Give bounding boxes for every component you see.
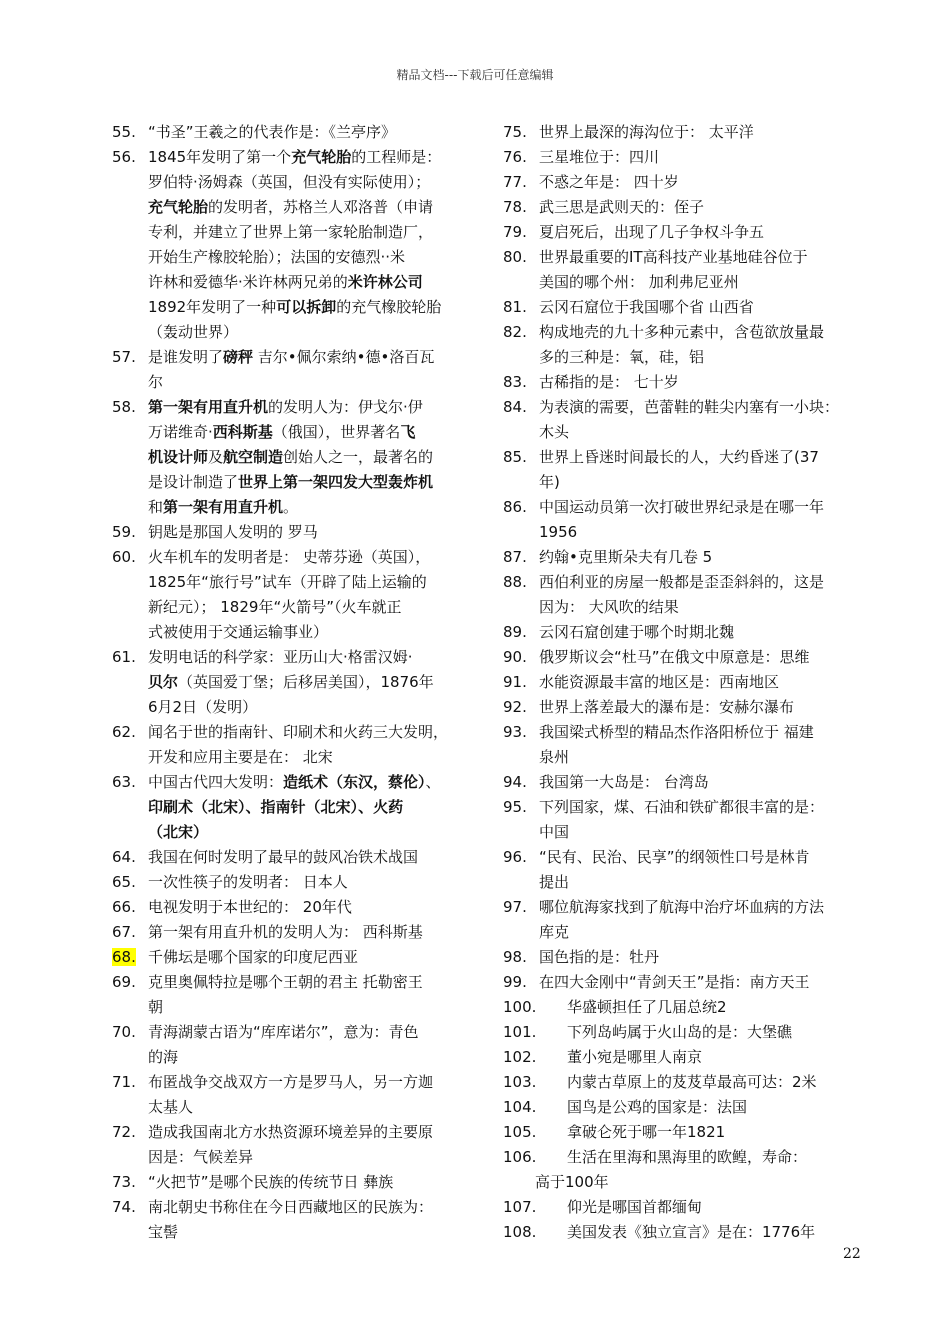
item-line: 俄罗斯议会“杜马”在俄文中原意是：思维: [539, 648, 810, 666]
item-text: [567, 1095, 873, 1120]
item-number: 105.: [503, 1123, 537, 1141]
list-item: [503, 295, 873, 320]
page-number: 22: [843, 1246, 861, 1262]
item-number: 83.: [503, 373, 527, 391]
item-text: [148, 395, 482, 520]
list-item: [503, 220, 873, 245]
item-text: [539, 245, 873, 295]
item-text: [148, 645, 482, 720]
item-line: 武三思是武则天的：侄子: [539, 198, 705, 216]
item-line: 青海湖蒙古语为“库库诺尔”，意为：青色: [148, 1023, 419, 1041]
item-line: 仰光是哪国首都缅甸: [567, 1198, 703, 1216]
item-line: 万诺维奇·西科斯基（俄国），世界著名飞: [148, 423, 416, 441]
item-number: 55.: [112, 123, 136, 141]
item-number: 84.: [503, 398, 527, 416]
list-item: [112, 920, 482, 945]
item-number: 104.: [503, 1098, 537, 1116]
item-number: 95.: [503, 798, 527, 816]
item-text: [539, 295, 873, 320]
item-text: [539, 770, 873, 795]
list-item: [503, 995, 873, 1020]
list-item: [503, 695, 873, 720]
item-number: 60.: [112, 548, 136, 566]
item-number: 79.: [503, 223, 527, 241]
item-line: 三星堆位于：四川: [539, 148, 660, 166]
item-line: 的海: [148, 1048, 179, 1066]
item-text: [539, 120, 873, 145]
item-number: 86.: [503, 498, 527, 516]
item-text: [148, 545, 482, 645]
list-item: [503, 970, 873, 995]
item-number: 98.: [503, 948, 527, 966]
item-line: 贝尔（英国爱丁堡；后移居美国），1876年: [148, 673, 434, 691]
item-line: 我国梁式桥型的精品杰作洛阳桥位于 福建: [539, 723, 814, 741]
item-line: 印刷术（北宋）、指南针（北宋）、火药: [148, 798, 404, 816]
item-number: 102.: [503, 1048, 537, 1066]
item-number: 96.: [503, 848, 527, 866]
list-item: [503, 545, 873, 570]
item-number: 64.: [112, 848, 136, 866]
list-item: [112, 120, 482, 145]
item-number: 97.: [503, 898, 527, 916]
item-line: 1956: [539, 523, 578, 541]
item-text: [539, 695, 873, 720]
item-text: [539, 545, 873, 570]
list-item: [503, 145, 873, 170]
item-text: [148, 870, 482, 895]
list-item: [503, 1220, 873, 1245]
item-number: 92.: [503, 698, 527, 716]
item-text: [539, 795, 873, 845]
item-number: 99.: [503, 973, 527, 991]
item-line: 泉州: [539, 748, 570, 766]
item-text: [567, 1020, 873, 1045]
item-line: 国鸟是公鸡的国家是：法国: [567, 1098, 748, 1116]
item-text: [567, 1195, 873, 1220]
list-item: [503, 1070, 873, 1095]
item-line: 中国: [539, 823, 570, 841]
item-line: 许林和爱德华·米许林两兄弟的米许林公司: [148, 273, 423, 291]
item-line: 火车机车的发明者是： 史蒂芬逊（英国），: [148, 548, 431, 566]
item-number: 59.: [112, 523, 136, 541]
list-item: [503, 570, 873, 620]
item-number: 89.: [503, 623, 527, 641]
list-item: [503, 245, 873, 295]
item-number: 72.: [112, 1123, 136, 1141]
item-text: [148, 1170, 482, 1195]
list-item: [503, 1095, 873, 1120]
list-item: [503, 795, 873, 845]
item-line: 为表演的需要，芭蕾鞋的鞋尖内塞有一小块：: [539, 398, 840, 416]
item-number: 100.: [503, 998, 537, 1016]
list-item: [112, 395, 482, 520]
item-line: 宝髻: [148, 1223, 179, 1241]
item-line: 美国的哪个州： 加利弗尼亚州: [539, 273, 739, 291]
item-line: 太基人: [148, 1098, 194, 1116]
item-line: 生活在里海和黑海里的欧鳇，寿命：: [567, 1148, 808, 1166]
list-item: [503, 770, 873, 795]
item-line: 多的三种是：氧，硅，铝: [539, 348, 705, 366]
item-line: 提出: [539, 873, 570, 891]
list-item: [112, 845, 482, 870]
item-number: 63.: [112, 773, 136, 791]
item-text: [539, 895, 873, 945]
item-line: （北宋）: [148, 823, 209, 841]
item-text: [148, 970, 482, 1020]
item-line: 开发和应用主要是在： 北宋: [148, 748, 333, 766]
item-text: [567, 1045, 873, 1070]
item-text: [567, 1120, 873, 1145]
item-number: 90.: [503, 648, 527, 666]
list-item: [503, 670, 873, 695]
item-line: 国色指的是：牡丹: [539, 948, 660, 966]
item-line: 美国发表《独立宣言》是在：1776年: [567, 1223, 816, 1241]
item-line: 世界上最深的海沟位于： 太平洋: [539, 123, 754, 141]
list-item: [503, 445, 873, 495]
item-number: 75.: [503, 123, 527, 141]
item-text: [539, 720, 873, 770]
item-text: [539, 195, 873, 220]
item-number: 57.: [112, 348, 136, 366]
item-number: 62.: [112, 723, 136, 741]
item-text: [539, 395, 873, 445]
list-item: [112, 345, 482, 395]
list-item: [112, 1195, 482, 1245]
item-text: [539, 145, 873, 170]
item-text: [539, 970, 873, 995]
list-item: [112, 520, 482, 545]
item-line: 库克: [539, 923, 570, 941]
item-line: 新纪元）； 1829年“火箭号”（火车就正: [148, 598, 402, 616]
item-number: 88.: [503, 573, 527, 591]
item-number: 106.: [503, 1148, 537, 1166]
item-line: 西伯利亚的房屋一般都是歪歪斜斜的，这是: [539, 573, 825, 591]
item-number: 107.: [503, 1198, 537, 1216]
item-line: 水能资源最丰富的地区是：西南地区: [539, 673, 780, 691]
item-line: 古稀指的是： 七十岁: [539, 373, 679, 391]
item-text: [148, 1020, 482, 1070]
list-item: [503, 895, 873, 945]
item-line: 下列国家，煤、石油和铁矿都很丰富的是：: [539, 798, 825, 816]
item-number: [112, 945, 148, 970]
item-line: 不惑之年是： 四十岁: [539, 173, 679, 191]
item-line: 电视发明于本世纪的： 20年代: [148, 898, 352, 916]
item-number: 87.: [503, 548, 527, 566]
item-line: 钥匙是那国人发明的 罗马: [148, 523, 318, 541]
item-line: 中国古代四大发明：造纸术（东汉，蔡伦）、: [148, 773, 441, 791]
item-line: 在四大金刚中“青剑天王”是指：南方天王: [539, 973, 810, 991]
list-item: [503, 495, 873, 545]
list-item: [112, 1170, 482, 1195]
item-line: 发明电话的科学家：亚历山大·格雷汉姆·: [148, 648, 413, 666]
list-item: [112, 720, 482, 770]
item-line: 机设计师及航空制造创始人之一，最著名的: [148, 448, 434, 466]
list-item: [112, 770, 482, 845]
list-item: [503, 370, 873, 395]
item-number: 70.: [112, 1023, 136, 1041]
item-line: 1892年发明了一种可以拆卸的充气橡胶轮胎: [148, 298, 442, 316]
list-item: [503, 1195, 873, 1220]
item-text: [148, 720, 482, 770]
list-item: [112, 545, 482, 645]
item-line: 我国第一大岛是： 台湾岛: [539, 773, 709, 791]
item-number: 66.: [112, 898, 136, 916]
item-number: 85.: [503, 448, 527, 466]
item-line: 布匿战争交战双方一方是罗马人，另一方迦: [148, 1073, 434, 1091]
item-number: 71.: [112, 1073, 136, 1091]
list-item: [112, 895, 482, 920]
item-line: 哪位航海家找到了航海中治疗坏血病的方法: [539, 898, 825, 916]
item-line: “火把节”是哪个民族的传统节日 彝族: [148, 1173, 394, 1191]
list-item: [503, 170, 873, 195]
item-number: 82.: [503, 323, 527, 341]
list-item: [503, 195, 873, 220]
item-number: 73.: [112, 1173, 136, 1191]
item-text: [539, 670, 873, 695]
list-item: [503, 120, 873, 145]
item-text: [148, 945, 482, 970]
item-line: 董小宛是哪里人南京: [567, 1048, 703, 1066]
list-item: [112, 1120, 482, 1170]
item-line: “书圣”王羲之的代表作是：《兰亭序》: [148, 123, 397, 141]
item-line: 造成我国南北方水热资源环境差异的主要原: [148, 1123, 434, 1141]
item-number: 101.: [503, 1023, 537, 1041]
item-text: [539, 445, 873, 495]
item-line: 罗伯特·汤姆森（英国，但没有实际使用）；: [148, 173, 431, 191]
list-item: [112, 1070, 482, 1120]
item-number: 78.: [503, 198, 527, 216]
item-line: 千佛坛是哪个国家的印度尼西亚: [148, 948, 359, 966]
list-item: [503, 1045, 873, 1070]
item-text: [148, 520, 482, 545]
item-line: 一次性筷子的发明者： 日本人: [148, 873, 348, 891]
item-number: 103.: [503, 1073, 537, 1091]
item-line: 下列岛屿属于火山岛的是：大堡礁: [567, 1023, 793, 1041]
list-item: [112, 145, 482, 345]
item-line: 世界上昏迷时间最长的人，大约昏迷了(37: [539, 448, 819, 466]
item-line: 构成地壳的九十多种元素中，含苞欲放量最: [539, 323, 825, 341]
item-line: 高于100年: [535, 1173, 609, 1191]
item-text: [148, 1070, 482, 1120]
item-line: 木头: [539, 423, 570, 441]
item-line: 闻名于世的指南针、印刷术和火药三大发明，: [148, 723, 449, 741]
list-item: [112, 870, 482, 895]
item-line: 式被使用于交通运输事业）: [148, 623, 329, 641]
item-line: 内蒙古草原上的芨芨草最高可达：2米: [567, 1073, 817, 1091]
list-item: [503, 395, 873, 445]
item-text: [539, 845, 873, 895]
list-item: [112, 1020, 482, 1070]
item-number: 61.: [112, 648, 136, 666]
item-number: 56.: [112, 148, 136, 166]
item-number: 65.: [112, 873, 136, 891]
item-line: 华盛顿担任了几届总统2: [567, 998, 727, 1016]
list-item: [503, 620, 873, 645]
item-line: 尔: [148, 373, 164, 391]
item-line: 中国运动员第一次打破世界纪录是在哪一年: [539, 498, 825, 516]
item-line: 云冈石窟创建于哪个时期北魏: [539, 623, 735, 641]
right-column: [503, 120, 873, 1245]
list-item: [503, 1020, 873, 1045]
item-number: 76.: [503, 148, 527, 166]
item-line: 南北朝史书称住在今日西藏地区的民族为：: [148, 1198, 434, 1216]
item-line: 朝: [148, 998, 164, 1016]
item-text: [567, 1070, 873, 1095]
list-item: [112, 945, 482, 970]
item-line: 因是：气候差异: [148, 1148, 254, 1166]
item-text: [539, 170, 873, 195]
item-line: 世界最重要的IT高科技产业基地硅谷位于: [539, 248, 808, 266]
item-text: [539, 370, 873, 395]
item-text: [148, 345, 482, 395]
item-number: 67.: [112, 923, 136, 941]
item-line: 因为： 大风吹的结果: [539, 598, 679, 616]
item-line: 年): [539, 473, 560, 491]
item-line: 是谁发明了磅秤 吉尔•佩尔索纳•德•洛百瓦: [148, 348, 435, 366]
item-text: [539, 945, 873, 970]
item-line: 充气轮胎的发明者，苏格兰人邓洛普（申请: [148, 198, 434, 216]
item-text: [539, 645, 873, 670]
item-line: 专利，并建立了世界上第一家轮胎制造厂，: [148, 223, 434, 241]
item-line: “民有、民治、民享”的纲领性口号是林肯: [539, 848, 810, 866]
item-text: [539, 220, 873, 245]
item-text: [539, 495, 873, 545]
item-text: [148, 145, 482, 345]
item-text: [567, 995, 873, 1020]
item-text: [148, 845, 482, 870]
item-line: 1825年“旅行号”试车（开辟了陆上运输的: [148, 573, 427, 591]
item-number: 69.: [112, 973, 136, 991]
item-line: 云冈石窟位于我国哪个省 山西省: [539, 298, 754, 316]
item-line: 我国在何时发明了最早的鼓风冶铁术战国: [148, 848, 419, 866]
item-line: 第一架有用直升机的发明人为：伊戈尔·伊: [148, 398, 423, 416]
item-text: [148, 120, 482, 145]
item-number: 58.: [112, 398, 136, 416]
item-line: 1845年发明了第一个充气轮胎的工程师是：: [148, 148, 442, 166]
item-text: [539, 620, 873, 645]
item-line: （轰动世界）: [148, 323, 239, 341]
item-number: 94.: [503, 773, 527, 791]
item-text: [148, 895, 482, 920]
item-line: 约翰•克里斯朵夫有几卷 5: [539, 548, 713, 566]
item-line: 第一架有用直升机的发明人为： 西科斯基: [148, 923, 423, 941]
item-number: 77.: [503, 173, 527, 191]
item-line: 6月2日（发明）: [148, 698, 258, 716]
list-item: [503, 1120, 873, 1145]
highlight-mark: 68.: [112, 948, 136, 966]
list-item: [503, 320, 873, 370]
list-item: [503, 845, 873, 895]
item-line: 开始生产橡胶轮胎）；法国的安德烈··米: [148, 248, 406, 266]
item-text: [148, 1120, 482, 1170]
left-column: [112, 120, 482, 1245]
item-text: [535, 1145, 873, 1195]
item-text: [148, 770, 482, 845]
item-number: 93.: [503, 723, 527, 741]
item-text: [148, 1195, 482, 1245]
list-item: [503, 645, 873, 670]
item-number: 91.: [503, 673, 527, 691]
list-item: [112, 970, 482, 1020]
item-text: [539, 320, 873, 370]
item-line: 克里奥佩特拉是哪个王朝的君主 托勒密王: [148, 973, 423, 991]
item-line: 世界上落差最大的瀑布是：安赫尔瀑布: [539, 698, 795, 716]
item-number: 80.: [503, 248, 527, 266]
item-line: 是设计制造了世界上第一架四发大型轰炸机: [148, 473, 434, 491]
list-item: [503, 720, 873, 770]
item-number: 74.: [112, 1198, 136, 1216]
page-header: 精品文档---下载后可任意编辑: [396, 68, 554, 82]
item-text: [567, 1220, 873, 1245]
item-text: [148, 920, 482, 945]
item-line: 拿破仑死于哪一年1821: [567, 1123, 726, 1141]
item-line: 和第一架有用直升机。: [148, 498, 299, 516]
item-line: 夏启死后，出现了几子争权斗争五: [539, 223, 765, 241]
list-item: [503, 945, 873, 970]
list-item: [503, 1145, 873, 1195]
item-number: 81.: [503, 298, 527, 316]
item-text: [539, 570, 873, 620]
list-item: [112, 645, 482, 720]
item-number: 108.: [503, 1223, 537, 1241]
